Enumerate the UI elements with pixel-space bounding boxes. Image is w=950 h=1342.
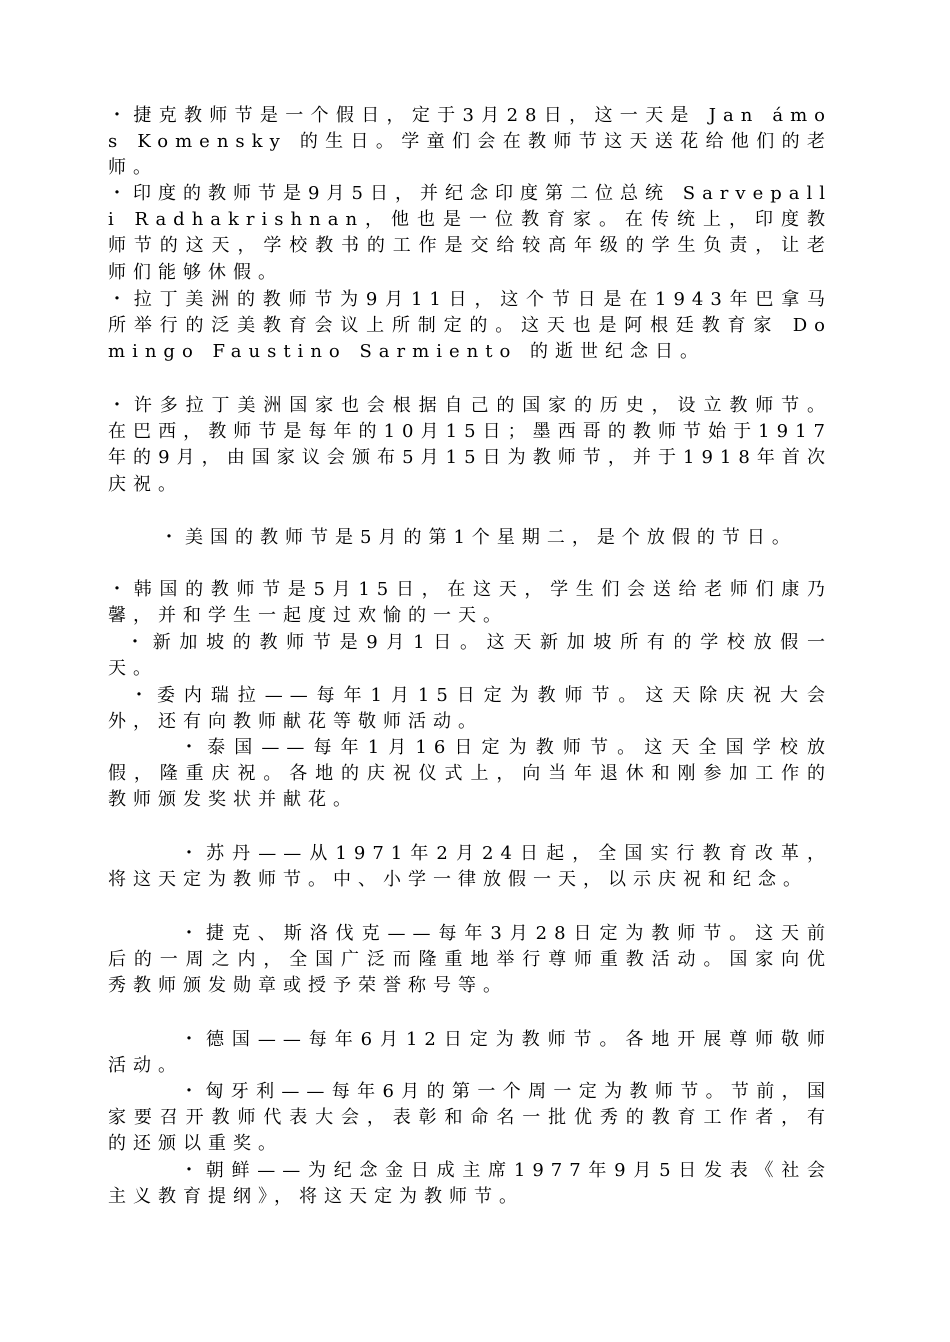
paragraph-korea-teachers-day: ・韩国的教师节是5月15日，在这天，学生们会送给老师们康乃馨，并和学生一起度过欢愉的一天。 — [108, 579, 832, 627]
paragraph-czech-teachers-day: ・捷克教师节是一个假日，定于3月28日，这一天是 Jan ámos Komensky 的生日。学童们会在教师节这天送花给他们的老师。 — [108, 105, 832, 179]
paragraph-latin-america-teachers-day: ・拉丁美洲的教师节为9月11日，这个节日是在1943年巴拿马所举行的泛美教育会议上所制定的。这天也是阿根廷教育家 Domingo Faustino Sarmiento 的逝世纪念日。 — [108, 289, 832, 363]
paragraph-hungary-teachers-day: ・匈牙利——每年6月的第一个周一定为教师节。节前，国家要召开教师代表大会，表彰和命名一批优秀的教育工作者，有的还颁以重奖。 — [108, 1081, 832, 1155]
paragraph-czechoslovakia-teachers-day: ・捷克、斯洛伐克——每年3月28日定为教师节。这天前后的一周之内，全国广泛而隆重地举行尊师重教活动。国家向优秀教师颁发勋章或授予荣誉称号等。 — [108, 923, 832, 997]
paragraph-singapore-teachers-day: ・新加坡的教师节是9月1日。这天新加坡所有的学校放假一天。 — [108, 632, 832, 680]
paragraph-thailand-teachers-day: ・泰国——每年1月16日定为教师节。这天全国学校放假，隆重庆祝。各地的庆祝仪式上，向当年退休和刚参加工作的教师颁发奖状并献花。 — [108, 737, 832, 811]
paragraph-north-korea-teachers-day: ・朝鲜——为纪念金日成主席1977年9月5日发表《社会主义教育提纲》，将这天定为教师节。 — [108, 1160, 832, 1208]
paragraph-sudan-teachers-day: ・苏丹——从1971年2月24日起，全国实行教育改革，将这天定为教师节。中、小学一律放假一天，以示庆祝和纪念。 — [108, 843, 832, 891]
paragraph-usa-teachers-day: ・美国的教师节是5月的第1个星期二，是个放假的节日。 — [160, 527, 797, 548]
paragraph-india-teachers-day: ・印度的教师节是9月5日，并纪念印度第二位总统 Sarvepalli Radhakrishnan，他也是一位教育家。在传统上，印度教师节的这天，学校教书的工作是交给较高年级的学生负责，让老师们能够休假。 — [108, 183, 832, 283]
paragraph-venezuela-teachers-day: ・委内瑞拉——每年1月15日定为教师节。这天除庆祝大会外，还有向教师献花等敬师活动。 — [108, 685, 832, 733]
paragraph-germany-teachers-day: ・德国——每年6月12日定为教师节。各地开展尊师敬师活动。 — [108, 1029, 832, 1077]
paragraph-latin-american-countries: ・许多拉丁美洲国家也会根据自己的国家的历史，设立教师节。在巴西，教师节是每年的10月15日；墨西哥的教师节始于1917年的9月，由国家议会颁布5月15日为教师节，并于1918年首次庆祝。 — [108, 395, 832, 495]
